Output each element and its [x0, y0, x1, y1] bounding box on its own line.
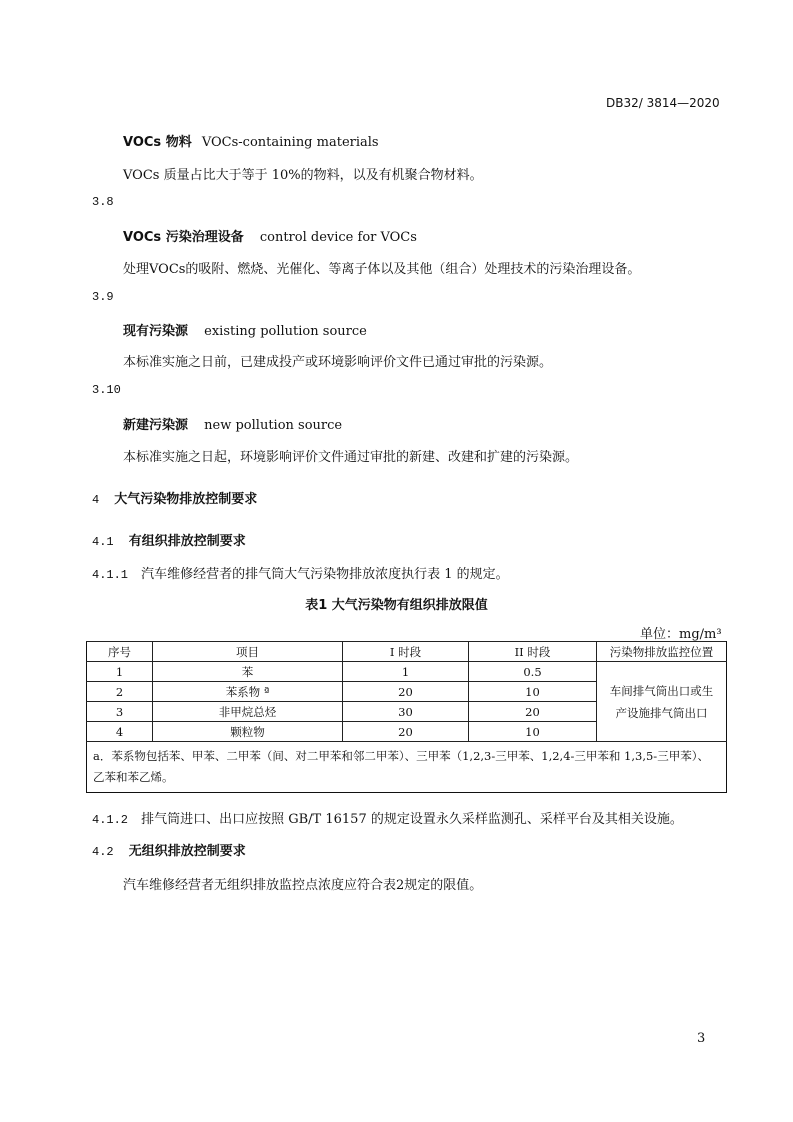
table-header-row [87, 642, 727, 662]
section-number-3-8: 3.8 [92, 195, 114, 209]
term-3-10-en: new pollution source [204, 418, 343, 433]
term-3-10 [123, 414, 342, 433]
section-4-2-text: 汽车维修经营者无组织排放监控点浓度应符合表2规定的限值。 [123, 878, 483, 893]
clause-4-1-2-number: 4.1.2 [92, 813, 129, 827]
monitoring-location [597, 662, 727, 742]
table-note [87, 742, 727, 793]
section-4-1-heading [92, 530, 246, 549]
row-no: 3 [87, 702, 153, 722]
row-period-1: 1 [343, 662, 469, 682]
row-item: 颗粒物 [153, 722, 343, 742]
table-1 [86, 641, 727, 793]
def-3-9: 本标准实施之日前，已建成投产或环境影响评价文件已通过审批的污染源。 [123, 355, 553, 370]
table-row [87, 662, 727, 682]
row-period-1: 20 [343, 682, 469, 702]
term-3-8-cn: VOCs 污染治理设备 [123, 230, 244, 245]
row-period-2: 10 [469, 682, 597, 702]
clause-4-1-1 [92, 563, 509, 582]
clause-4-1-1-text: 汽车维修经营者的排气筒大气污染物排放浓度执行表 1 的规定。 [141, 567, 509, 582]
header-period-2: II 时段 [469, 642, 597, 662]
term-3-9-cn: 现有污染源 [123, 324, 189, 339]
section-4-heading [92, 488, 257, 507]
row-no: 4 [87, 722, 153, 742]
table-note-text: a．苯系物包括苯、甲苯、二甲苯（间、对二甲苯和邻二甲苯）、三甲苯（1,2,3-三甲苯、1,2,4-三甲苯和 1,3,5-三甲苯）、乙苯和苯乙烯。 [93, 749, 709, 784]
term-3-8-en: control device for VOCs [259, 230, 417, 245]
table-note-row [87, 742, 727, 793]
section-4-2-number: 4.2 [92, 845, 114, 859]
row-period-2: 0.5 [469, 662, 597, 682]
section-4-title: 大气污染物排放控制要求 [114, 492, 258, 507]
row-item: 苯系物 ª [153, 682, 343, 702]
clause-4-1-2 [92, 808, 683, 827]
section-4-1-title: 有组织排放控制要求 [128, 534, 246, 549]
row-period-2: 10 [469, 722, 597, 742]
row-item: 苯 [153, 662, 343, 682]
term-3-7 [123, 131, 379, 150]
table-1-caption: 表1 大气污染物有组织排放限值 [305, 598, 488, 613]
section-4-2-heading [92, 840, 246, 859]
clause-4-1-2-text: 排气筒进口、出口应按照 GB/T 16157 的规定设置永久采样监测孔、采样平台及其相关设施。 [141, 812, 683, 827]
header-no: 序号 [87, 642, 153, 662]
page-number: 3 [697, 1031, 706, 1046]
header-location: 污染物排放监控位置 [597, 642, 727, 662]
def-3-8: 处理VOCs的吸附、燃烧、光催化、等离子体以及其他（组合）处理技术的污染治理设备。 [123, 262, 641, 277]
monitoring-location-text: 车间排气筒出口或生产设施排气筒出口 [609, 683, 714, 720]
clause-4-1-1-number: 4.1.1 [92, 568, 129, 582]
row-period-1: 20 [343, 722, 469, 742]
row-item: 非甲烷总烃 [153, 702, 343, 722]
table-1-unit: 单位：mg/m³ [640, 627, 722, 642]
term-3-10-cn: 新建污染源 [123, 418, 189, 433]
row-period-2: 20 [469, 702, 597, 722]
term-3-9 [123, 320, 367, 339]
header-item: 项目 [153, 642, 343, 662]
section-4-2-title: 无组织排放控制要求 [128, 844, 246, 859]
section-4-number: 4 [92, 493, 100, 507]
row-period-1: 30 [343, 702, 469, 722]
row-no: 2 [87, 682, 153, 702]
row-no: 1 [87, 662, 153, 682]
document-id: DB32/ 3814—2020 [606, 96, 720, 110]
term-3-7-cn: VOCs 物料 [123, 135, 192, 150]
section-4-1-number: 4.1 [92, 535, 114, 549]
def-3-7: VOCs 质量占比大于等于 10%的物料，以及有机聚合物材料。 [123, 168, 483, 183]
term-3-7-en: VOCs-containing materials [201, 135, 379, 150]
header-period-1: I 时段 [343, 642, 469, 662]
section-number-3-10: 3.10 [92, 383, 121, 397]
def-3-10: 本标准实施之日起，环境影响评价文件通过审批的新建、改建和扩建的污染源。 [123, 450, 579, 465]
section-number-3-9: 3.9 [92, 290, 114, 304]
term-3-8 [123, 226, 417, 245]
term-3-9-en: existing pollution source [204, 324, 367, 339]
